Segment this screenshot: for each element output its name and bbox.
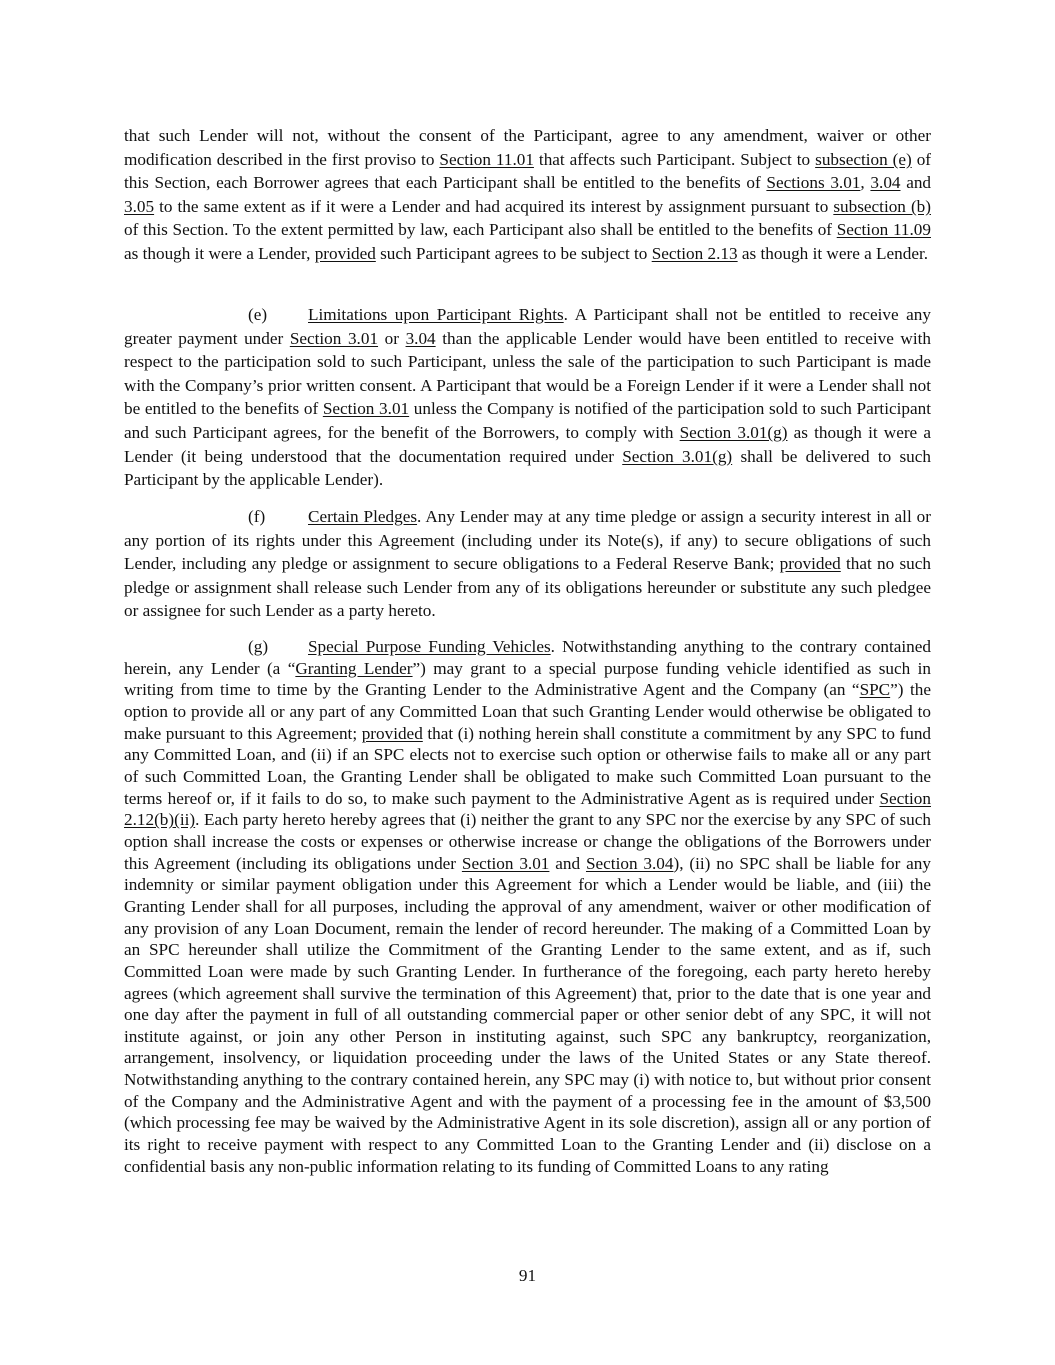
text-run: as though it were a Lender (it being understood that the documentation required under bbox=[124, 422, 931, 466]
section-reference: Section 2.13 bbox=[651, 243, 738, 263]
section-reference: Section 11.09 bbox=[836, 220, 931, 240]
section-reference: Section 3.01(g) bbox=[679, 422, 788, 442]
text-run: . Each party hereto hereby agrees that (i) neither the grant to any SPC nor the exercise by any SPC of such option shall increase the costs or expenses or otherwise increase or change the obligations of the Borrowers under this Agreement (including its obligations under bbox=[124, 810, 931, 873]
text-run: as though it were a Lender, bbox=[124, 243, 315, 263]
text-run: , bbox=[860, 173, 871, 193]
paragraph-certain-pledges bbox=[124, 505, 931, 623]
text-run: and bbox=[900, 173, 932, 193]
text-run: that affects such Participant. Subject to bbox=[533, 149, 816, 169]
clause-label: (f) bbox=[248, 507, 266, 526]
section-reference: Section 3.01 bbox=[461, 853, 550, 873]
section-reference: 3.05 bbox=[124, 196, 155, 216]
paragraph-limitations-upon-participant-rights bbox=[124, 303, 931, 492]
paragraph-special-purpose-funding-vehicles bbox=[124, 636, 931, 1177]
text-run: to the same extent as if it were a Lender and had acquired its interest by assignment pursuant to bbox=[154, 196, 834, 216]
text-run: and bbox=[549, 853, 586, 873]
section-reference: Section 3.01 bbox=[322, 399, 410, 419]
page-number: 91 bbox=[518, 1266, 537, 1285]
clause-heading: Certain Pledges bbox=[308, 507, 418, 526]
section-reference: subsection (b) bbox=[833, 196, 931, 216]
text-run: of this Section, each Borrower agrees that each Participant shall be entitled to the benefits of bbox=[124, 149, 932, 193]
section-reference: Sections 3.01 bbox=[766, 173, 861, 193]
defined-term: SPC bbox=[859, 680, 891, 700]
clause-heading: Limitations upon Participant Rights bbox=[308, 305, 564, 324]
section-reference: Section 3.01 bbox=[289, 328, 379, 348]
text-run: or bbox=[378, 328, 406, 348]
text-run: . A Participant shall not be entitled to receive any greater payment under bbox=[124, 305, 931, 348]
text-run: that such Lender will not, without the consent of the Participant, agree to any amendment, waiver or other modification described in the first proviso to bbox=[124, 126, 931, 169]
text-run: such Participant agrees to be subject to bbox=[375, 243, 652, 263]
defined-term: provided bbox=[361, 723, 423, 743]
text-run: that (i) nothing herein shall constitute a commitment by any SPC to fund any Committed Loan, and (ii) if an SPC elects not to exercise such option or otherwise fails to make all or any part of such Committed Loan, the Granting Lender shall be obligated to make such Committed Loan pursuant to the terms hereof or, if it fails to do so, to make such payment to the Administrative Agent as is required under bbox=[124, 723, 932, 808]
defined-term: provided bbox=[779, 554, 841, 574]
clause-label: (g) bbox=[248, 637, 269, 656]
section-reference: Section 3.01(g) bbox=[622, 446, 733, 466]
section-reference: 3.04 bbox=[405, 328, 436, 348]
text-run: of this Section. To the extent permitted by law, each Participant also shall be entitled to the benefits of bbox=[124, 220, 837, 240]
text-run: . Any Lender may at any time pledge or assign a security interest in all or any portion of its rights under this Agreement (including under its Note(s), if any) to secure obligations of such Lender, including any pledge or assignment to secure obligations to a Federal Reserve Bank; bbox=[124, 507, 931, 574]
section-reference: subsection (e) bbox=[815, 149, 912, 169]
text-run: that no such pledge or assignment shall release such Lender from any of its obligations hereunder or substitute any such pledgee or assignee for such Lender as a party hereto. bbox=[124, 554, 931, 621]
paragraph-participant-benefits bbox=[124, 124, 931, 266]
text-run: . Notwithstanding anything to the contrary contained herein, any Lender (a “ bbox=[124, 637, 932, 678]
text-run: unless the Company is notified of the participation sold to such Participant and such Participant agrees, for the benefit of the Borrowers, to comply with bbox=[124, 399, 931, 442]
text-run: ), (ii) no SPC shall be liable for any indemnity or similar payment obligation under this Agreement for which a Lender would be liable, and (iii) the Granting Lender shall for all purposes, including the approval of any amendment, waiver or other modification of any provision of any Loan Document, remain the lender of record hereunder. The making of a Committed Loan by an SPC hereunder shall utilize the Commitment of the Granting Lender to the same extent, and as if, such Committed Loan were made by such Granting Lender. In furtherance of the foregoing, each party hereto hereby agrees (which agreement shall survive the termination of this Agreement) that, prior to the date that is one year and one day after the payment in full of all outstanding commercial paper or other senior debt of any SPC, it will not institute against, or join any other Person in instituting against, such SPC any bankruptcy, reorganization, arrangement, insolvency, or liquidation proceeding under the laws of the United States or any State thereof. Notwithstanding anything to the contrary contained herein, any SPC may (i) with notice to, but without prior consent of the Company and the Administrative Agent and with the payment of a processing fee in the amount of $3,500 (which processing fee may be waived by the Administrative Agent in its sole discretion), assign all or any portion of its right to receive payment with respect to any Committed Loan to the Granting Lender and (ii) disclose on a confidential basis any non-public information relating to its funding of Committed Loans to any rating bbox=[124, 853, 931, 1176]
text-run: ”) may grant to a special purpose funding vehicle identified as such in writing from time to time by the Granting Lender to the Administrative Agent and the Company (an “ bbox=[124, 658, 932, 700]
clause-label: (e) bbox=[248, 305, 268, 324]
defined-term: provided bbox=[314, 243, 376, 263]
section-reference: Section 2.12(b)(ii) bbox=[124, 788, 931, 830]
text-run: as though it were a Lender. bbox=[737, 243, 929, 263]
clause-heading: Special Purpose Funding Vehicles bbox=[308, 637, 551, 656]
text-run: than the applicable Lender would have been entitled to receive with respect to the participation sold to such Participant, unless the sale of the participation to such Participant is made with the Company’s prior written consent. A Participant that would be a Foreign Lender if it were a Lender shall not be entitled to the benefits of bbox=[124, 328, 931, 419]
section-reference: Section 3.04 bbox=[585, 853, 674, 873]
defined-term: Granting Lender bbox=[295, 658, 413, 678]
text-run: shall be delivered to such Participant by the applicable Lender). bbox=[124, 446, 931, 490]
text-run: ”) the option to provide all or any part of any Committed Loan that such Granting Lender would otherwise be obligated to make pursuant to this Agreement; bbox=[124, 680, 931, 743]
section-reference: Section 11.01 bbox=[439, 149, 534, 169]
section-reference: 3.04 bbox=[870, 173, 901, 193]
